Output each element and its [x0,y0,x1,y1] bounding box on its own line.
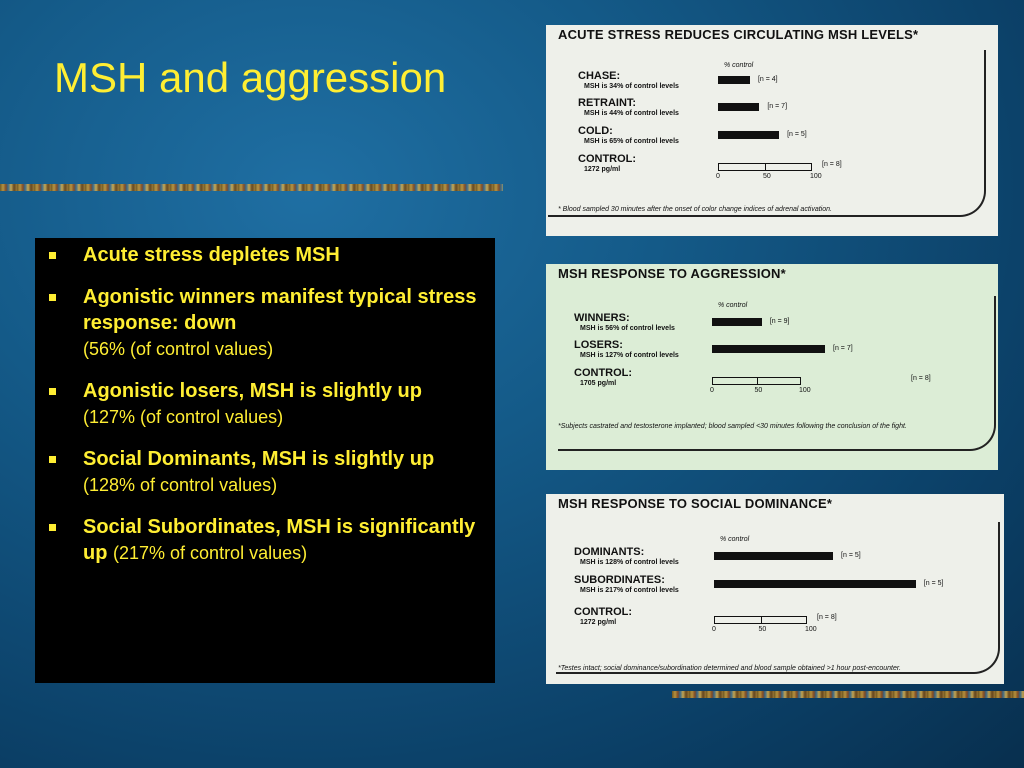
axis-tick-label: 0 [716,173,720,180]
row-label: LOSERS: [574,339,623,351]
bullet-item [49,446,481,498]
row-sub-label: MSH is 56% of control levels [580,325,675,332]
data-bar [718,131,779,139]
row-sub-label: 1272 pg/ml [580,619,617,626]
row-label: WINNERS: [574,312,630,324]
social-dominance-chart-image [546,494,1004,684]
axis-tick-label: 0 [710,387,714,394]
acute-stress-chart-image [546,25,998,236]
row-sub-label: MSH is 217% of control levels [580,587,679,594]
bullet-item [49,242,481,268]
row-label: CHASE: [578,70,621,82]
sample-size-label: [n = 9] [769,318,790,325]
sample-size-label: [n = 5] [923,580,944,587]
row-sub-label: MSH is 127% of control levels [580,352,679,359]
percent-control-label: % control [724,62,754,69]
bullet-marker-icon [49,252,56,259]
data-bar [714,580,916,588]
chart-footnote: * Blood sampled 30 minutes after the onset of color change indices of adrenal activation. [558,206,832,213]
sample-size-label: [n = 7] [833,345,853,352]
row-label: DOMINANTS: [574,546,645,558]
row-sub-label: MSH is 34% of control levels [584,83,679,90]
axis-tick [761,616,762,624]
bullet-item [49,378,481,430]
sample-size-label: [n = 5] [841,552,861,559]
bullet-marker-icon [49,294,56,301]
chart-title: MSH RESPONSE TO SOCIAL DOMINANCE* [558,496,833,511]
chart-footnote: *Testes intact; social dominance/subordination determined and blood sample obtained >1 hour post-encounter. [558,665,901,672]
chart-title: MSH RESPONSE TO AGGRESSION* [558,266,786,281]
row-sub-label: MSH is 128% of control levels [580,559,679,566]
bullet-marker-icon [49,388,56,395]
row-label: SUBORDINATES: [574,574,665,586]
bullet-item [49,514,481,566]
slide-title: MSH and aggression [54,54,447,101]
bullet-sub-text: (127% (of control values) [83,407,284,427]
axis-tick [757,377,758,385]
axis-tick-label: 50 [754,387,763,394]
row-label: COLD: [578,125,613,137]
bullet-marker-icon [49,456,56,463]
decorative-band-bottom [672,691,1024,698]
data-bar [712,318,762,326]
chart-footnote: *Subjects castrated and testosterone implanted; blood sampled <30 minutes following the conclusion of the fight. [558,423,907,430]
sample-size-label: [n = 4] [757,76,778,83]
row-sub-label: MSH is 44% of control levels [584,110,679,117]
percent-control-label: % control [720,536,750,543]
sample-size-label: [n = 8] [822,161,842,168]
axis-tick-label: 50 [763,173,771,180]
axis-tick-label: 100 [805,626,817,633]
bullet-main-text: Acute stress depletes MSH [83,244,340,266]
row-sub-label: MSH is 65% of control levels [584,138,679,145]
data-bar [718,76,750,84]
sample-size-label: [n = 5] [787,131,807,138]
percent-control-label: % control [718,302,748,309]
axis-tick-label: 0 [712,626,716,633]
axis-tick-label: 100 [810,173,822,180]
bullet-sub-text: (56% (of control values) [83,339,274,359]
bullet-main-text: Social Subordinates, MSH is significantly up [83,516,476,564]
bullet-main-text: Agonistic winners manifest typical stress response: down [83,286,477,334]
axis-tick-label: 50 [758,626,767,633]
axis-tick-label: 100 [799,387,811,394]
row-sub-label: 1705 pg/ml [580,380,617,387]
chart-title: ACUTE STRESS REDUCES CIRCULATING MSH LEVELS* [558,27,919,42]
bullet-sub-text: (128% of control values) [83,475,278,495]
sample-size-label: [n = 7] [767,103,788,110]
bullet-list [49,242,481,566]
row-label: CONTROL: [574,606,633,618]
row-label: CONTROL: [574,367,633,379]
bullet-main-text: Social Dominants, MSH is slightly up [83,448,435,470]
bullet-main-text: Agonistic losers, MSH is slightly up [83,380,422,402]
aggression-chart-image [546,264,998,470]
bullet-sub-text: (217% of control values) [113,543,308,563]
chart-frame [556,522,1000,674]
bullet-text-box [35,238,495,683]
axis-tick [765,163,766,171]
data-bar [712,345,825,353]
sample-size-label: [n = 8] [911,375,931,382]
sample-size-label: [n = 8] [817,614,837,621]
data-bar [714,552,833,560]
row-label: RETRAINT: [578,97,637,109]
bullet-marker-icon [49,524,56,531]
row-sub-label: 1272 pg/ml [584,166,621,173]
bullet-item [49,284,481,362]
decorative-band-top [0,184,503,191]
row-label: CONTROL: [578,153,637,165]
data-bar [718,103,759,111]
